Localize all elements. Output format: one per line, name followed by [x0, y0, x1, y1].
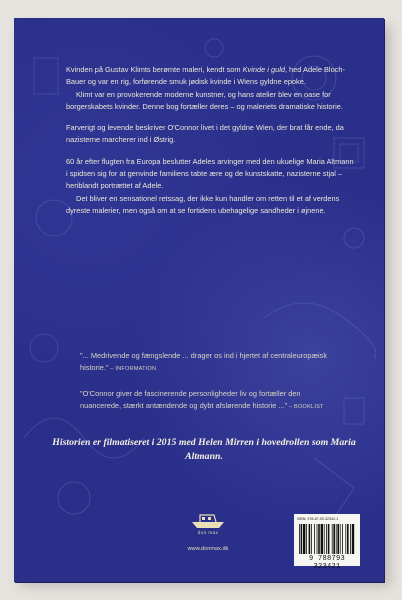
quote-text: "O'Connor giver de fascinerende personligheder liv og fortæller den nuancerede, stærkt antændende og dybt afslørende historie ..." — [80, 389, 301, 411]
ship-icon — [188, 512, 228, 530]
barcode-bars — [298, 524, 356, 554]
barcode-stripe — [336, 524, 337, 554]
film-note: Historien er filmatiseret i 2015 med Helen Mirren i hovedrollen som Maria Altmann. — [52, 437, 356, 462]
barcode-stripe — [306, 524, 307, 554]
barcode-stripe — [324, 524, 325, 554]
blurb-paragraph-4: 60 år efter flugten fra Europa beslutter Adeles arvinger med den ukuelige Maria Altmann i spidsen sig for at genvinde familiens tabte ære og de kunstskatte, nazisterne stjal – heriblandt portrættet af Adele. — [66, 156, 354, 191]
barcode-stripe — [350, 524, 351, 554]
blurb-paragraph-2: Klimt var en provokerende moderne kunstner, og hans atelier blev en oase for borgerskabets kvinder. Denne bog fortæller deres – og maleriets dramatiske historie. — [66, 89, 343, 111]
barcode-stripe — [299, 524, 300, 554]
barcode-stripe — [337, 524, 339, 554]
publisher-logo — [182, 512, 234, 535]
barcode-stripe — [309, 524, 311, 554]
barcode-stripe — [317, 524, 318, 554]
blurb-paragraph-3: Farverigt og levende beskriver O'Connor livet i det gyldne Wien, der brat får ende, da nazisterne marcherer ind i Østrig. — [66, 123, 344, 145]
blurb-paragraph-5: Det bliver en sensationel retssag, der ikke kun handler om retten til et af verdens dyreste malerier, men også om at se fortidens ubehagelige sandheder i øjnene. — [66, 193, 340, 215]
barcode-stripe — [352, 524, 354, 554]
blurb-paragraph-1 — [66, 64, 356, 89]
book-back-cover — [14, 18, 384, 582]
review-quote-1 — [80, 350, 330, 376]
barcode-stripe — [347, 524, 349, 554]
blurb-text-span: , hed Adele Bloch-Bauer og var en rig, forførende smuk jødisk kvinde i Wiens gyldne epoke. — [66, 65, 345, 87]
barcode-stripe — [321, 524, 323, 554]
barcode-stripe — [301, 524, 303, 554]
barcode-stripe — [342, 524, 343, 554]
barcode — [294, 514, 360, 571]
quote-source: – INFORMATION — [108, 366, 157, 373]
barcode-stripe — [311, 524, 312, 554]
isbn-line: ISBN: 978-87-93-32342-1 — [297, 517, 339, 521]
painting-title: Kvinde i guld — [242, 65, 285, 74]
barcode-stripe — [345, 524, 346, 554]
barcode-stripe — [303, 524, 305, 554]
barcode-stripe — [318, 524, 320, 554]
review-quote-2 — [80, 388, 330, 414]
barcode-stripe — [333, 524, 335, 554]
barcode-stripe — [332, 524, 333, 554]
quote-text: "... Medrivende og fængslende ... drager os ind i hjertet af centraleuropæisk historie." — [80, 351, 328, 373]
publisher-name: don max — [197, 530, 219, 535]
barcode-stripe — [314, 524, 315, 554]
barcode-number: 9 788793 323421 — [308, 555, 345, 571]
barcode-stripe — [340, 524, 341, 554]
barcode-stripe — [328, 524, 330, 554]
quote-source: – BOOKLIST — [287, 404, 324, 411]
barcode-stripe — [326, 524, 327, 554]
blurb-text — [66, 64, 356, 217]
publisher-url: www.donmax.dk — [187, 546, 229, 552]
blurb-text-span: Kvinden på Gustav Klimts berømte maleri, kendt som — [66, 65, 243, 74]
